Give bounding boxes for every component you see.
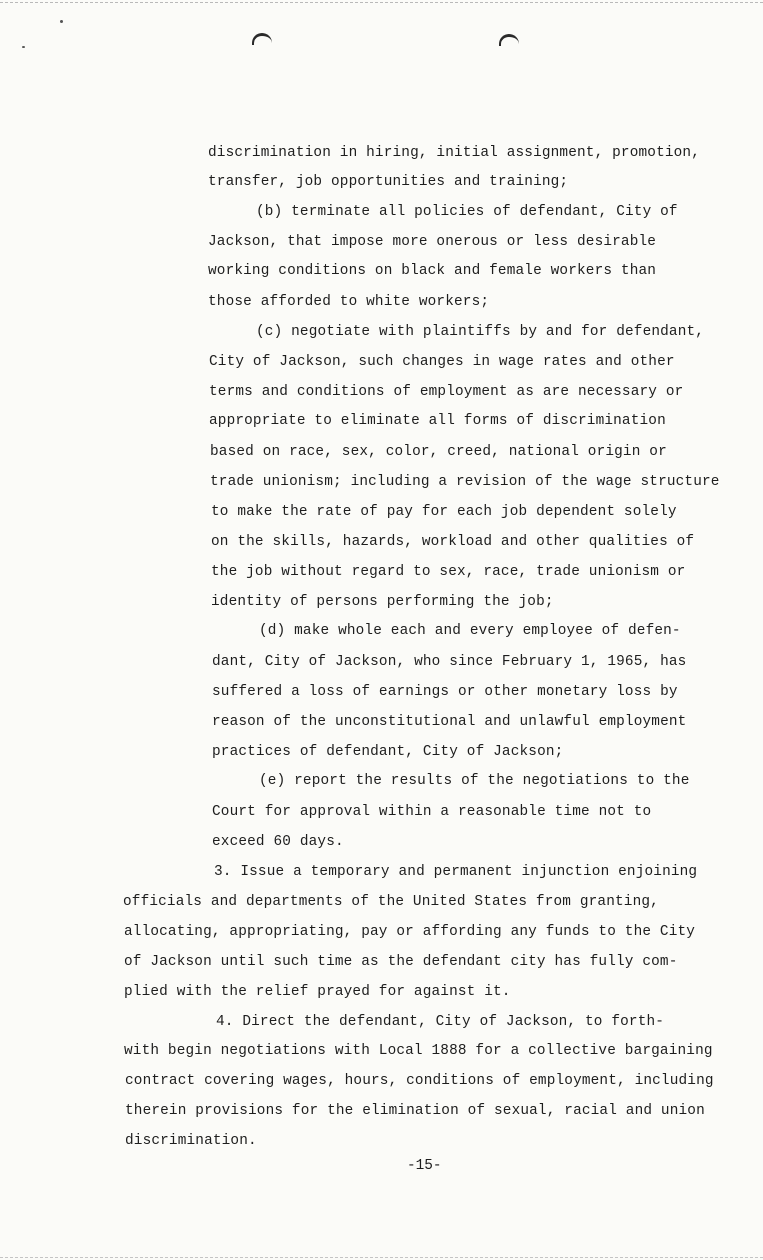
- text-line: dant, City of Jackson, who since February 1, 1965, has: [212, 654, 687, 670]
- text-line: (e) report the results of the negotiations to the: [259, 773, 690, 789]
- text-line: contract covering wages, hours, conditions of employment, including: [125, 1073, 714, 1089]
- text-line: reason of the unconstitutional and unlawful employment: [212, 714, 687, 730]
- text-line: suffered a loss of earnings or other monetary loss by: [212, 684, 678, 700]
- text-line: City of Jackson, such changes in wage rates and other: [209, 354, 675, 370]
- page-top-edge: [0, 2, 763, 3]
- text-line: plied with the relief prayed for against it.: [124, 984, 511, 1000]
- text-line: with begin negotiations with Local 1888 for a collective bargaining: [124, 1043, 713, 1059]
- text-line: practices of defendant, City of Jackson;: [212, 744, 564, 760]
- page-number: -15-: [407, 1158, 442, 1174]
- text-line: Court for approval within a reasonable time not to: [212, 804, 652, 820]
- text-line: on the skills, hazards, workload and other qualities of: [211, 534, 695, 550]
- text-line: terms and conditions of employment as are necessary or: [209, 384, 684, 400]
- binder-hole-mark-right: [499, 34, 519, 46]
- text-line: therein provisions for the elimination of sexual, racial and union: [125, 1103, 705, 1119]
- binder-hole-mark-left: [252, 33, 272, 45]
- text-line: exceed 60 days.: [212, 834, 344, 850]
- text-line: identity of persons performing the job;: [211, 594, 554, 610]
- text-line: 3. Issue a temporary and permanent injunction enjoining: [214, 864, 698, 880]
- text-line: discrimination.: [125, 1133, 257, 1149]
- text-line: the job without regard to sex, race, trade unionism or: [211, 564, 686, 580]
- text-line: of Jackson until such time as the defendant city has fully com-: [124, 954, 678, 970]
- page-bottom-edge: [0, 1257, 763, 1258]
- text-line: Jackson, that impose more onerous or less desirable: [208, 234, 657, 250]
- text-line: discrimination in hiring, initial assignment, promotion,: [208, 145, 701, 161]
- text-line: transfer, job opportunities and training;: [208, 174, 569, 190]
- text-line: allocating, appropriating, pay or affording any funds to the City: [124, 924, 696, 940]
- text-line: 4. Direct the defendant, City of Jackson, to forth-: [216, 1014, 665, 1030]
- text-line: officials and departments of the United States from granting,: [123, 894, 659, 910]
- text-line: working conditions on black and female workers than: [208, 263, 657, 279]
- text-line: trade unionism; including a revision of the wage structure: [210, 474, 720, 490]
- text-line: (d) make whole each and every employee of defen-: [259, 623, 681, 639]
- text-line: those afforded to white workers;: [208, 294, 490, 310]
- scan-speck: [60, 20, 63, 23]
- text-line: appropriate to eliminate all forms of discrimination: [209, 413, 666, 429]
- text-line: to make the rate of pay for each job dependent solely: [211, 504, 677, 520]
- text-line: (b) terminate all policies of defendant, City of: [256, 204, 678, 220]
- text-line: (c) negotiate with plaintiffs by and for defendant,: [256, 324, 705, 340]
- scan-speck: [22, 46, 25, 48]
- text-line: based on race, sex, color, creed, national origin or: [210, 444, 667, 460]
